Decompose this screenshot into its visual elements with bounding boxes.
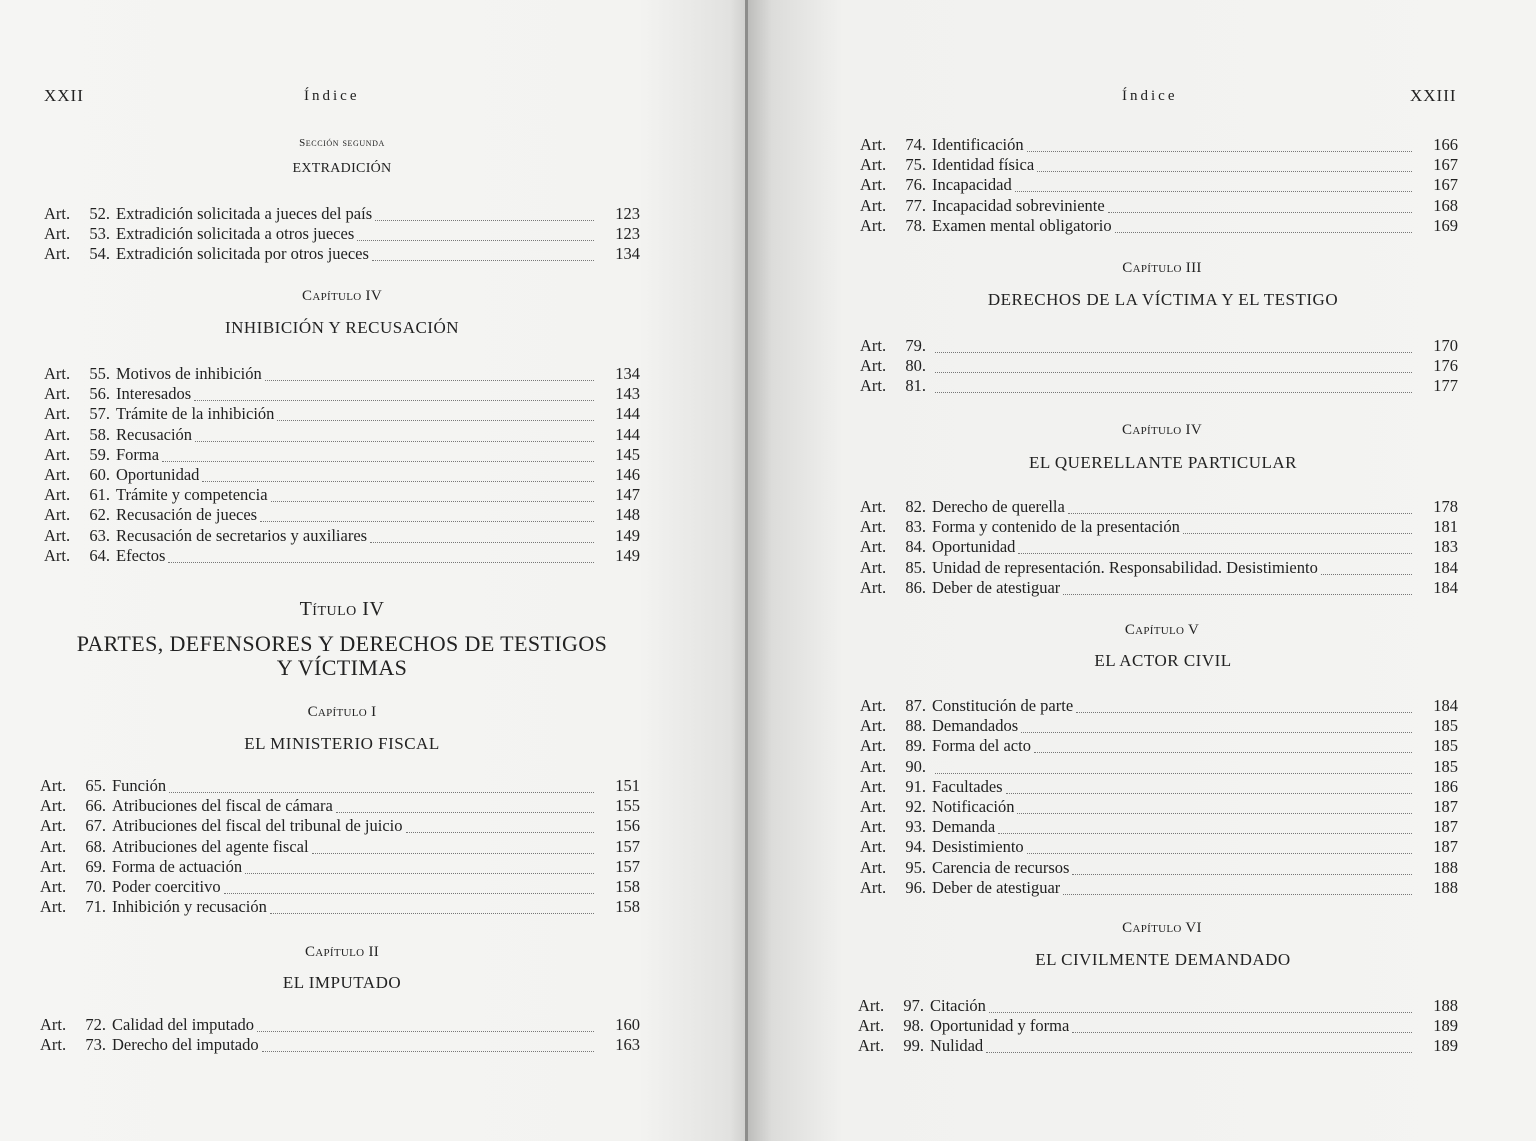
dot-leader <box>1321 554 1412 575</box>
article-number: 56. <box>89 384 110 404</box>
article-number: 82. <box>905 497 926 516</box>
article-number: 99. <box>903 1036 924 1056</box>
toc-list <box>40 776 640 917</box>
article-prefix: Art. <box>40 796 67 816</box>
chapter-label: Capítulo IV <box>1122 422 1202 438</box>
article-prefix: Art. <box>860 537 887 557</box>
article-number: 68. <box>85 836 106 856</box>
chapter-label: Capítulo III <box>1122 260 1202 276</box>
article-title: Extradición solicitada a jueces del país <box>116 204 373 223</box>
running-head: Índice <box>1122 88 1178 104</box>
article-number: 90. <box>905 756 926 776</box>
article-title: Carencia de recursos <box>932 857 1070 877</box>
part-title-line2: Y VÍCTIMAS <box>276 655 408 680</box>
left-page <box>0 0 752 1141</box>
toc-list <box>860 135 1458 236</box>
article-prefix: Art. <box>858 1016 885 1036</box>
chapter-title: EL IMPUTADO <box>282 973 402 992</box>
page-number: 188 <box>1433 996 1458 1015</box>
article-prefix: Art. <box>858 996 885 1015</box>
chapter-title: INHIBICIÓN Y RECUSACIÓN <box>224 318 460 337</box>
dot-leader <box>375 200 594 221</box>
article-number: 61. <box>89 485 110 505</box>
page-number: 147 <box>615 485 640 505</box>
article-prefix: Art. <box>40 897 67 917</box>
page-number: 184 <box>1433 557 1458 577</box>
article-prefix: Art. <box>860 195 887 215</box>
article-title: Notificación <box>932 796 1015 816</box>
dot-leader <box>168 542 594 563</box>
article-prefix: Art. <box>40 836 67 856</box>
article-title: Interesados <box>116 384 192 404</box>
article-prefix: Art. <box>44 485 71 505</box>
article-prefix: Art. <box>860 696 887 715</box>
article-prefix: Art. <box>860 736 887 756</box>
page-number: 184 <box>1433 696 1458 715</box>
article-number: 87. <box>905 696 926 715</box>
part-title-line1: PARTES, DEFENSORES Y DERECHOS DE TESTIGOS <box>76 631 608 656</box>
article-prefix: Art. <box>44 505 71 525</box>
toc-list <box>858 996 1458 1057</box>
page-folio: XXII <box>44 86 84 105</box>
page-number: 189 <box>1433 1016 1458 1036</box>
article-title: Oportunidad <box>932 537 1016 557</box>
dot-leader <box>262 1031 594 1052</box>
chapter-label: Capítulo IV <box>302 288 382 304</box>
article-number: 66. <box>85 796 106 816</box>
dot-leader <box>1076 692 1412 713</box>
dot-leader <box>989 992 1412 1013</box>
article-prefix: Art. <box>860 135 887 154</box>
page-number: 168 <box>1433 195 1458 215</box>
article-prefix: Art. <box>860 577 887 597</box>
article-title: Oportunidad y forma <box>930 1016 1070 1036</box>
page-number: 185 <box>1433 716 1458 736</box>
article-title: Extradición solicitada a otros jueces <box>116 224 355 244</box>
dot-leader <box>1027 833 1412 854</box>
article-prefix: Art. <box>44 384 71 404</box>
article-number: 80. <box>905 356 926 376</box>
article-number: 55. <box>89 364 110 383</box>
dot-leader <box>1068 493 1412 514</box>
page-number: 187 <box>1433 796 1458 816</box>
article-prefix: Art. <box>40 856 67 876</box>
dot-leader <box>935 332 1412 353</box>
page-number: 155 <box>615 796 640 816</box>
article-title: Forma del acto <box>932 736 1031 756</box>
article-number: 83. <box>905 517 926 537</box>
article-number: 63. <box>89 525 110 545</box>
page-number: 184 <box>1433 577 1458 597</box>
article-number: 77. <box>905 195 926 215</box>
article-number: 64. <box>89 545 110 565</box>
page-number: 189 <box>1433 1036 1458 1056</box>
article-prefix: Art. <box>860 716 887 736</box>
dot-leader <box>372 240 594 261</box>
article-prefix: Art. <box>860 376 887 396</box>
chapter-title: EL QUERELLANTE PARTICULAR <box>1028 453 1298 472</box>
article-title: Trámite de la inhibición <box>116 404 275 424</box>
page-number: 157 <box>615 856 640 876</box>
article-title: Inhibición y recusación <box>112 897 267 917</box>
page-number: 158 <box>615 876 640 896</box>
page-number: 143 <box>615 384 640 404</box>
chapter-title: EL ACTOR CIVIL <box>1094 651 1232 670</box>
article-prefix: Art. <box>858 1036 885 1056</box>
article-prefix: Art. <box>44 444 71 464</box>
dot-leader <box>312 833 594 854</box>
page-number: 134 <box>615 364 640 383</box>
article-title: Motivos de inhibición <box>116 364 262 383</box>
article-title: Deber de atestiguar <box>932 877 1061 897</box>
section-title: EXTRADICIÓN <box>292 161 392 176</box>
dot-leader <box>245 853 594 874</box>
dot-leader <box>370 522 594 543</box>
chapter-label: Capítulo V <box>1124 622 1200 638</box>
dot-leader <box>270 893 594 914</box>
page-number: 185 <box>1433 736 1458 756</box>
dot-leader <box>194 380 594 401</box>
article-number: 79. <box>905 336 926 355</box>
article-number: 97. <box>903 996 924 1015</box>
toc-list <box>860 497 1458 598</box>
dot-leader <box>277 400 594 421</box>
page-number: 149 <box>615 525 640 545</box>
page-number: 170 <box>1433 336 1458 355</box>
toc-entry <box>860 376 1458 396</box>
dot-leader <box>986 1032 1412 1053</box>
article-title: Poder coercitivo <box>112 876 221 896</box>
dot-leader <box>935 352 1412 373</box>
article-prefix: Art. <box>860 155 887 175</box>
page-number: 178 <box>1433 497 1458 516</box>
dot-leader <box>257 1011 594 1032</box>
article-title: Forma <box>116 444 160 464</box>
article-number: 85. <box>905 557 926 577</box>
page-number: 156 <box>615 816 640 836</box>
article-prefix: Art. <box>44 224 71 244</box>
page-number: 166 <box>1433 135 1458 154</box>
article-prefix: Art. <box>40 1015 67 1034</box>
article-title: Extradición solicitada por otros jueces <box>116 244 369 264</box>
page-number: 169 <box>1433 215 1458 235</box>
page-number: 187 <box>1433 817 1458 837</box>
dot-leader <box>935 372 1412 393</box>
chapter-title: EL CIVILMENTE DEMANDADO <box>1035 950 1291 969</box>
article-number: 70. <box>85 876 106 896</box>
toc-entry <box>860 878 1458 898</box>
article-title: Recusación de secretarios y auxiliares <box>116 525 368 545</box>
article-number: 91. <box>905 776 926 796</box>
article-title: Demandados <box>932 716 1019 736</box>
page-number: 151 <box>615 776 640 795</box>
article-title: Atribuciones del agente fiscal <box>112 836 309 856</box>
article-title: Nulidad <box>930 1036 984 1056</box>
dot-leader <box>1021 712 1412 733</box>
article-title: Derecho del imputado <box>112 1035 259 1055</box>
title-label: Título IV <box>299 598 385 620</box>
article-number: 65. <box>85 776 106 795</box>
toc-entry <box>44 244 640 264</box>
article-prefix: Art. <box>860 497 887 516</box>
article-number: 54. <box>89 244 110 264</box>
article-number: 78. <box>905 215 926 235</box>
article-prefix: Art. <box>40 1035 67 1055</box>
dot-leader <box>1018 533 1412 554</box>
article-title: Recusación de jueces <box>116 505 258 525</box>
article-prefix: Art. <box>44 545 71 565</box>
page-number: 188 <box>1433 857 1458 877</box>
dot-leader <box>202 461 594 482</box>
article-title: Recusación <box>116 424 193 444</box>
page-number: 167 <box>1433 155 1458 175</box>
article-prefix: Art. <box>44 204 71 223</box>
toc-entry <box>40 1035 640 1055</box>
dot-leader <box>260 501 594 522</box>
page-number: 123 <box>615 204 640 223</box>
toc-list <box>40 1015 640 1055</box>
toc-entry <box>40 897 640 917</box>
page-number: 148 <box>615 505 640 525</box>
article-number: 73. <box>85 1035 106 1055</box>
article-title: Citación <box>930 996 986 1015</box>
article-number: 92. <box>905 796 926 816</box>
dot-leader <box>169 772 594 793</box>
article-prefix: Art. <box>860 517 887 537</box>
article-prefix: Art. <box>44 364 71 383</box>
toc-list <box>860 696 1458 898</box>
article-number: 89. <box>905 736 926 756</box>
article-number: 67. <box>85 816 106 836</box>
article-prefix: Art. <box>860 776 887 796</box>
article-title: Forma de actuación <box>112 856 243 876</box>
article-title: Efectos <box>116 545 166 565</box>
article-title: Trámite y competencia <box>116 485 268 505</box>
article-title: Facultades <box>932 776 1003 796</box>
page-number: 167 <box>1433 175 1458 195</box>
dot-leader <box>1115 212 1412 233</box>
page-number: 160 <box>615 1015 640 1034</box>
toc-list <box>44 364 640 566</box>
article-number: 88. <box>905 716 926 736</box>
article-title: Forma y contenido de la presentación <box>932 517 1180 537</box>
article-number: 62. <box>89 505 110 525</box>
article-number: 98. <box>903 1016 924 1036</box>
dot-leader <box>1108 192 1412 213</box>
article-number: 84. <box>905 537 926 557</box>
article-prefix: Art. <box>44 244 71 264</box>
page-number: 123 <box>615 224 640 244</box>
dot-leader <box>336 792 594 813</box>
article-prefix: Art. <box>860 756 887 776</box>
article-title: Deber de atestiguar <box>932 577 1061 597</box>
article-prefix: Art. <box>860 356 887 376</box>
article-number: 58. <box>89 424 110 444</box>
article-prefix: Art. <box>44 404 71 424</box>
article-prefix: Art. <box>860 175 887 195</box>
right-page <box>748 0 1536 1141</box>
dot-leader <box>1063 874 1412 895</box>
page-folio: XXIII <box>1410 86 1457 105</box>
article-number: 53. <box>89 224 110 244</box>
page-number: 146 <box>615 464 640 484</box>
article-title: Atribuciones del fiscal de cámara <box>112 796 333 816</box>
dot-leader <box>162 441 594 462</box>
article-number: 75. <box>905 155 926 175</box>
article-number: 74. <box>905 135 926 154</box>
toc-list <box>860 336 1458 397</box>
article-number: 96. <box>905 877 926 897</box>
running-head: Índice <box>304 88 360 104</box>
article-number: 93. <box>905 817 926 837</box>
article-number: 81. <box>905 376 926 396</box>
dot-leader <box>224 873 594 894</box>
toc-entry <box>44 546 640 566</box>
article-prefix: Art. <box>40 816 67 836</box>
article-title: Incapacidad <box>932 175 1012 195</box>
page-number: 187 <box>1433 837 1458 857</box>
page-number: 157 <box>615 836 640 856</box>
chapter-title: EL MINISTERIO FISCAL <box>244 734 440 753</box>
page-number: 185 <box>1433 756 1458 776</box>
article-number: 94. <box>905 837 926 857</box>
page-number: 176 <box>1433 356 1458 376</box>
dot-leader <box>935 753 1412 774</box>
dot-leader <box>1037 151 1412 172</box>
dot-leader <box>1072 1012 1412 1033</box>
article-prefix: Art. <box>860 336 887 355</box>
article-prefix: Art. <box>44 424 71 444</box>
article-title: Identificación <box>932 135 1024 154</box>
dot-leader <box>271 481 594 502</box>
page-number: 145 <box>615 444 640 464</box>
article-title: Identidad física <box>932 155 1035 175</box>
dot-leader <box>265 360 594 381</box>
article-prefix: Art. <box>40 876 67 896</box>
article-number: 52. <box>89 204 110 223</box>
article-prefix: Art. <box>860 877 887 897</box>
article-prefix: Art. <box>860 857 887 877</box>
article-title: Constitución de parte <box>932 696 1074 715</box>
page-number: 181 <box>1433 517 1458 537</box>
dot-leader <box>998 813 1412 834</box>
toc-entry <box>860 216 1458 236</box>
article-number: 71. <box>85 897 106 917</box>
article-title: Demanda <box>932 817 996 837</box>
article-number: 69. <box>85 856 106 876</box>
toc-entry <box>858 1036 1458 1056</box>
dot-leader <box>195 421 594 442</box>
dot-leader <box>1017 793 1412 814</box>
dot-leader <box>1015 171 1412 192</box>
article-prefix: Art. <box>44 464 71 484</box>
article-title: Oportunidad <box>116 464 200 484</box>
page-number: 144 <box>615 424 640 444</box>
toc-list <box>44 204 640 265</box>
article-number: 95. <box>905 857 926 877</box>
page-number: 188 <box>1433 877 1458 897</box>
article-prefix: Art. <box>860 837 887 857</box>
chapter-label: Capítulo I <box>307 704 377 720</box>
article-title: Desistimiento <box>932 837 1024 857</box>
chapter-title: DERECHOS DE LA VÍCTIMA Y EL TESTIGO <box>987 290 1339 309</box>
article-title: Atribuciones del fiscal del tribunal de juicio <box>112 816 403 836</box>
page-number: 158 <box>615 897 640 917</box>
article-prefix: Art. <box>860 557 887 577</box>
page-number: 134 <box>615 244 640 264</box>
page-number: 186 <box>1433 776 1458 796</box>
article-prefix: Art. <box>44 525 71 545</box>
chapter-label: Capítulo II <box>304 944 380 960</box>
article-title: Derecho de querella <box>932 497 1065 516</box>
section-label: Sección segunda <box>299 137 385 149</box>
article-title: Unidad de representación. Responsabilidad. Desistimiento <box>932 557 1318 577</box>
dot-leader <box>1183 513 1412 534</box>
article-number: 76. <box>905 175 926 195</box>
article-prefix: Art. <box>860 796 887 816</box>
chapter-label: Capítulo VI <box>1122 920 1202 936</box>
dot-leader <box>1072 854 1412 875</box>
article-prefix: Art. <box>860 215 887 235</box>
article-prefix: Art. <box>860 817 887 837</box>
article-number: 59. <box>89 444 110 464</box>
dot-leader <box>1063 574 1412 595</box>
article-number: 60. <box>89 464 110 484</box>
article-number: 57. <box>89 404 110 424</box>
article-title: Incapacidad sobreviniente <box>932 195 1105 215</box>
article-title: Calidad del imputado <box>112 1015 255 1034</box>
dot-leader <box>1006 773 1412 794</box>
article-prefix: Art. <box>40 776 67 795</box>
dot-leader <box>406 812 594 833</box>
page-number: 163 <box>615 1035 640 1055</box>
dot-leader <box>1034 732 1412 753</box>
article-title: Examen mental obligatorio <box>932 215 1112 235</box>
page-number: 183 <box>1433 537 1458 557</box>
toc-entry <box>860 578 1458 598</box>
dot-leader <box>1027 131 1412 152</box>
page-number: 144 <box>615 404 640 424</box>
article-title: Función <box>112 776 167 795</box>
page-number: 177 <box>1433 376 1458 396</box>
article-number: 86. <box>905 577 926 597</box>
dot-leader <box>357 220 594 241</box>
article-number: 72. <box>85 1015 106 1034</box>
page-number: 149 <box>615 545 640 565</box>
